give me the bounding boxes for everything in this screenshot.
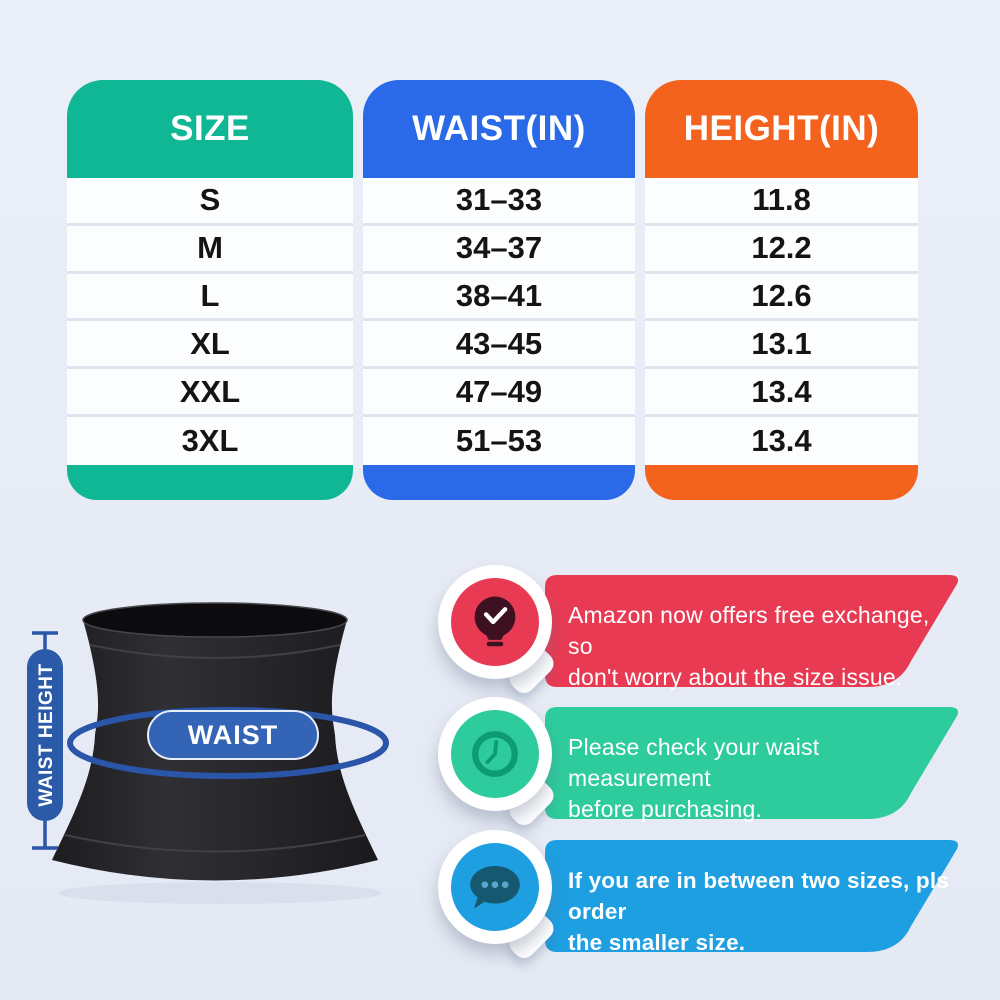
garment-top-opening (83, 603, 347, 637)
height-column-footer (645, 465, 918, 500)
size-cell: L (67, 274, 353, 322)
height-cell: 12.6 (645, 274, 918, 322)
height-cell: 13.1 (645, 321, 918, 369)
callout-free-exchange (438, 575, 1000, 710)
size-cell: XXL (67, 369, 353, 417)
height-cell: 13.4 (645, 369, 918, 417)
waist-height-label: WAIST HEIGHT (36, 663, 57, 807)
height-column-title: HEIGHT(IN) (683, 109, 880, 148)
lightbulb-check-icon (467, 594, 523, 650)
height-cell: 13.4 (645, 417, 918, 465)
waist-label: WAIST (187, 720, 279, 750)
waist-column-header (363, 80, 635, 178)
size-column-title: SIZE (170, 109, 250, 148)
waist-cell: 43–45 (363, 321, 635, 369)
size-column (67, 80, 353, 500)
size-cell: M (67, 226, 353, 274)
callout-between-sizes (438, 840, 1000, 975)
callout-text: If you are in between two sizes, pls order the smaller size. (568, 868, 950, 955)
height-cell: 11.8 (645, 178, 918, 226)
size-column-header (67, 80, 353, 178)
magnifier-circle (438, 697, 552, 811)
waist-column-title: WAIST(IN) (412, 109, 586, 148)
chat-dots-icon (467, 859, 523, 915)
height-cell: 12.2 (645, 226, 918, 274)
ground-shadow (58, 882, 382, 904)
height-column-header (645, 80, 918, 178)
callout-text: Amazon now offers free exchange, so don't worry about the size issue. (568, 602, 930, 690)
waist-column (363, 80, 635, 500)
size-cell: S (67, 178, 353, 226)
size-cell: 3XL (67, 417, 353, 465)
waist-cell: 47–49 (363, 369, 635, 417)
waist-cell: 34–37 (363, 226, 635, 274)
magnifier-circle (438, 565, 552, 679)
magnifier-circle (438, 830, 552, 944)
size-chart-table (67, 80, 918, 500)
waist-trainer-illustration (10, 583, 410, 918)
waist-height-ruler (27, 633, 63, 848)
waist-trainer-diagram (10, 583, 410, 918)
callout-check-measurement (438, 707, 1000, 842)
waist-cell: 31–33 (363, 178, 635, 226)
size-cell: XL (67, 321, 353, 369)
height-column (645, 80, 918, 500)
size-column-footer (67, 465, 353, 500)
waist-cell: 51–53 (363, 417, 635, 465)
waist-cell: 38–41 (363, 274, 635, 322)
clock-icon (467, 726, 523, 782)
callout-text: Please check your waist measurement before purchasing. (568, 734, 820, 822)
waist-column-footer (363, 465, 635, 500)
